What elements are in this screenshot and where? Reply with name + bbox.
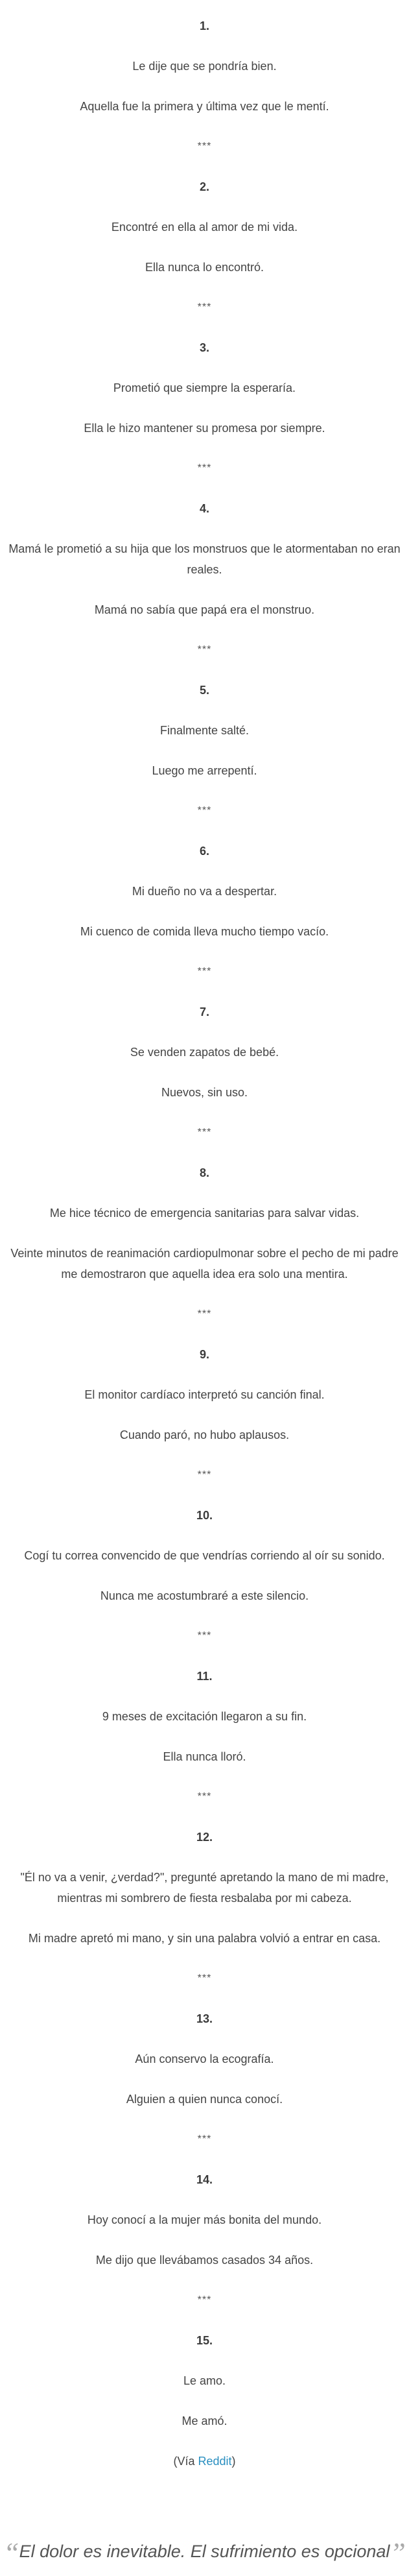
section-separator: ***	[197, 463, 212, 474]
story-line: Ella nunca lo encontró.	[145, 261, 264, 274]
source-link[interactable]: Reddit	[198, 2455, 232, 2468]
story-number: 3.	[199, 341, 209, 354]
story-line: Finalmente salté.	[159, 724, 250, 737]
section-separator: ***	[197, 1973, 212, 1984]
story-number: 8.	[199, 1166, 209, 1179]
story-number: 10.	[196, 1509, 213, 1522]
story-number: 4.	[199, 502, 209, 515]
close-quote-mark: ”	[390, 2537, 406, 2569]
story-line: Mi madre apretó mi mano, y sin una palabra volvió a entrar en casa.	[28, 1932, 381, 1945]
story-line: Aún conservo la ecografía.	[135, 2052, 274, 2065]
story-line: Veinte minutos de reanimación cardiopulmonar sobre el pecho de mi padre me demostraron que aquella idea era solo una mentira.	[10, 1247, 399, 1281]
quote-text: El dolor es inevitable. El sufrimiento es opcional	[19, 2542, 390, 2561]
story-line: Alguien a quien nunca conocí.	[126, 2093, 283, 2106]
story-line: Me hice técnico de emergencia sanitarias para salvar vidas.	[49, 1207, 360, 1220]
story-line: Nunca me acostumbraré a este silencio.	[100, 1589, 309, 1602]
section-separator: ***	[197, 1127, 212, 1138]
section-separator: ***	[197, 302, 212, 313]
section-separator: ***	[197, 2294, 212, 2305]
source-suffix: )	[231, 2455, 236, 2468]
story-line: Mi cuenco de comida lleva mucho tiempo vacío.	[80, 925, 329, 938]
section-separator: ***	[197, 1308, 212, 1319]
pull-quote	[0, 2535, 409, 2569]
story-line: 9 meses de excitación llegaron a su fin.	[102, 1710, 307, 1723]
open-quote-mark: “	[3, 2537, 19, 2569]
source-prefix: (Vía	[173, 2455, 198, 2468]
section-separator: ***	[197, 805, 212, 816]
section-separator: ***	[197, 966, 212, 977]
section-separator: ***	[197, 1630, 212, 1641]
story-number: 5.	[199, 684, 209, 697]
story-line: Nuevos, sin uso.	[161, 1086, 248, 1099]
story-line: Le amo.	[183, 2374, 226, 2387]
section-separator: ***	[197, 2134, 212, 2145]
story-number: 14.	[196, 2173, 213, 2186]
story-line: Prometió que siempre la esperaría.	[113, 381, 296, 394]
story-number: 2.	[199, 180, 209, 193]
section-separator: ***	[197, 1469, 212, 1480]
story-line: Cogí tu correa convencido de que vendrías corriendo al oír su sonido.	[24, 1549, 385, 1562]
section-separator: ***	[197, 141, 212, 152]
story-number: 15.	[196, 2334, 213, 2347]
story-line: Me amó.	[181, 2414, 228, 2427]
story-line: El monitor cardíaco interpretó su canción final.	[84, 1388, 325, 1401]
story-line: Mamá no sabía que papá era el monstruo.	[94, 603, 315, 616]
story-number: 9.	[199, 1348, 209, 1361]
story-number: 13.	[196, 2012, 213, 2025]
story-line: Luego me arrepentí.	[152, 764, 257, 777]
story-line: Mi dueño no va a despertar.	[132, 885, 277, 898]
story-line: Hoy conocí a la mujer más bonita del mundo.	[87, 2213, 322, 2226]
story-number: 11.	[196, 1670, 213, 1683]
story-line: Cuando paró, no hubo aplausos.	[119, 1428, 290, 1441]
source-credit	[0, 2451, 409, 2472]
story-line: Aquella fue la primera y última vez que le mentí.	[80, 100, 329, 113]
story-number: 12.	[196, 1831, 213, 1844]
section-separator: ***	[197, 644, 212, 655]
story-number: 1.	[199, 19, 209, 32]
story-line: Le dije que se pondría bien.	[132, 60, 277, 73]
story-line: Ella le hizo mantener su promesa por siempre.	[84, 422, 325, 435]
story-line: "Él no va a venir, ¿verdad?", pregunté apretando la mano de mi madre, mientras mi sombrero de fiesta resbalaba por mi cabeza.	[20, 1871, 389, 1905]
story-line: Encontré en ella al amor de mi vida.	[111, 221, 298, 234]
story-line: Se venden zapatos de bebé.	[130, 1046, 279, 1059]
story-number: 7.	[199, 1005, 209, 1018]
story-number: 6.	[199, 845, 209, 858]
section-separator: ***	[197, 1791, 212, 1802]
story-line: Mamá le prometió a su hija que los monstruos que le atormentaban no eran reales.	[8, 542, 401, 576]
story-line: Me dijo que llevábamos casados 34 años.	[95, 2254, 314, 2267]
story-line: Ella nunca lloró.	[163, 1750, 246, 1763]
